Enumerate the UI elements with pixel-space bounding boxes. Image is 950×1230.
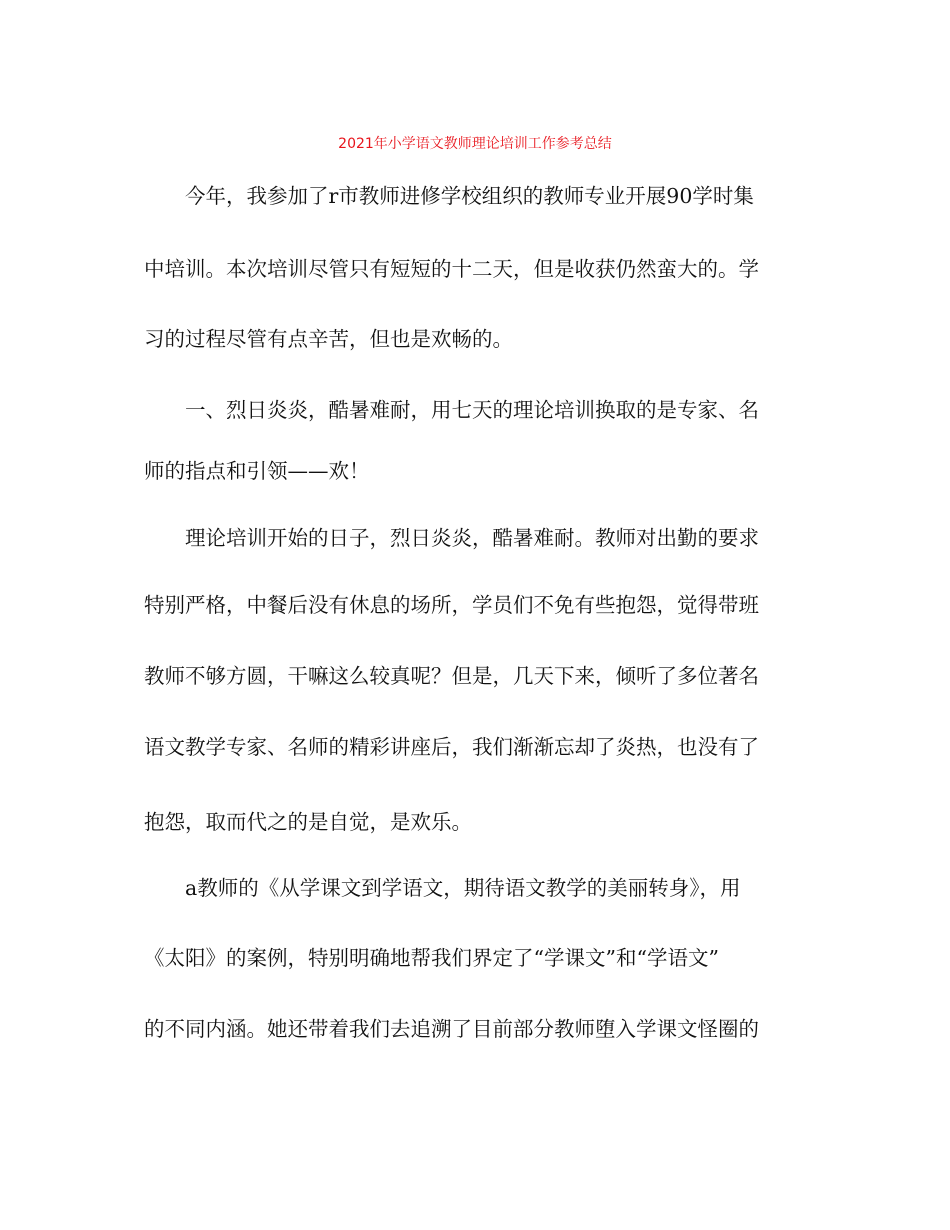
body-line: 《太阳》的案例，特别明确地帮我们界定了“学课文”和“学语文”	[144, 946, 719, 970]
body-line: 特别严格，中餐后没有休息的场所，学员们不免有些抱怨，觉得带班	[144, 593, 759, 617]
body-line: 语文教学专家、名师的精彩讲座后，我们渐渐忘却了炎热，也没有了	[144, 735, 759, 759]
document-title: 2021年小学语文教师理论培训工作参考总结	[338, 136, 612, 152]
body-line: 教师不够方圆，干嘛这么较真呢？但是，几天下来，倾听了多位著名	[144, 664, 759, 688]
body-line: 今年，我参加了r市教师进修学校组织的教师专业开展90学时集	[144, 184, 754, 208]
body-line: 中培训。本次培训尽管只有短短的十二天，但是收获仍然蛮大的。学	[144, 257, 759, 281]
body-line: 抱怨，取而代之的是自觉，是欢乐。	[144, 810, 472, 834]
body-line: 理论培训开始的日子，烈日炎炎，酷暑难耐。教师对出勤的要求	[144, 526, 759, 550]
body-line: 的不同内涵。她还带着我们去追溯了目前部分教师堕入学课文怪圈的	[144, 1017, 759, 1041]
body-line: 一、烈日炎炎，酷暑难耐，用七天的理论培训换取的是专家、名	[144, 398, 759, 422]
body-line: 习的过程尽管有点辛苦，但也是欢畅的。	[144, 327, 513, 351]
body-line: a教师的《从学课文到学语文，期待语文教学的美丽转身》，用	[144, 876, 741, 900]
body-line: 师的指点和引领——欢！	[144, 459, 370, 483]
